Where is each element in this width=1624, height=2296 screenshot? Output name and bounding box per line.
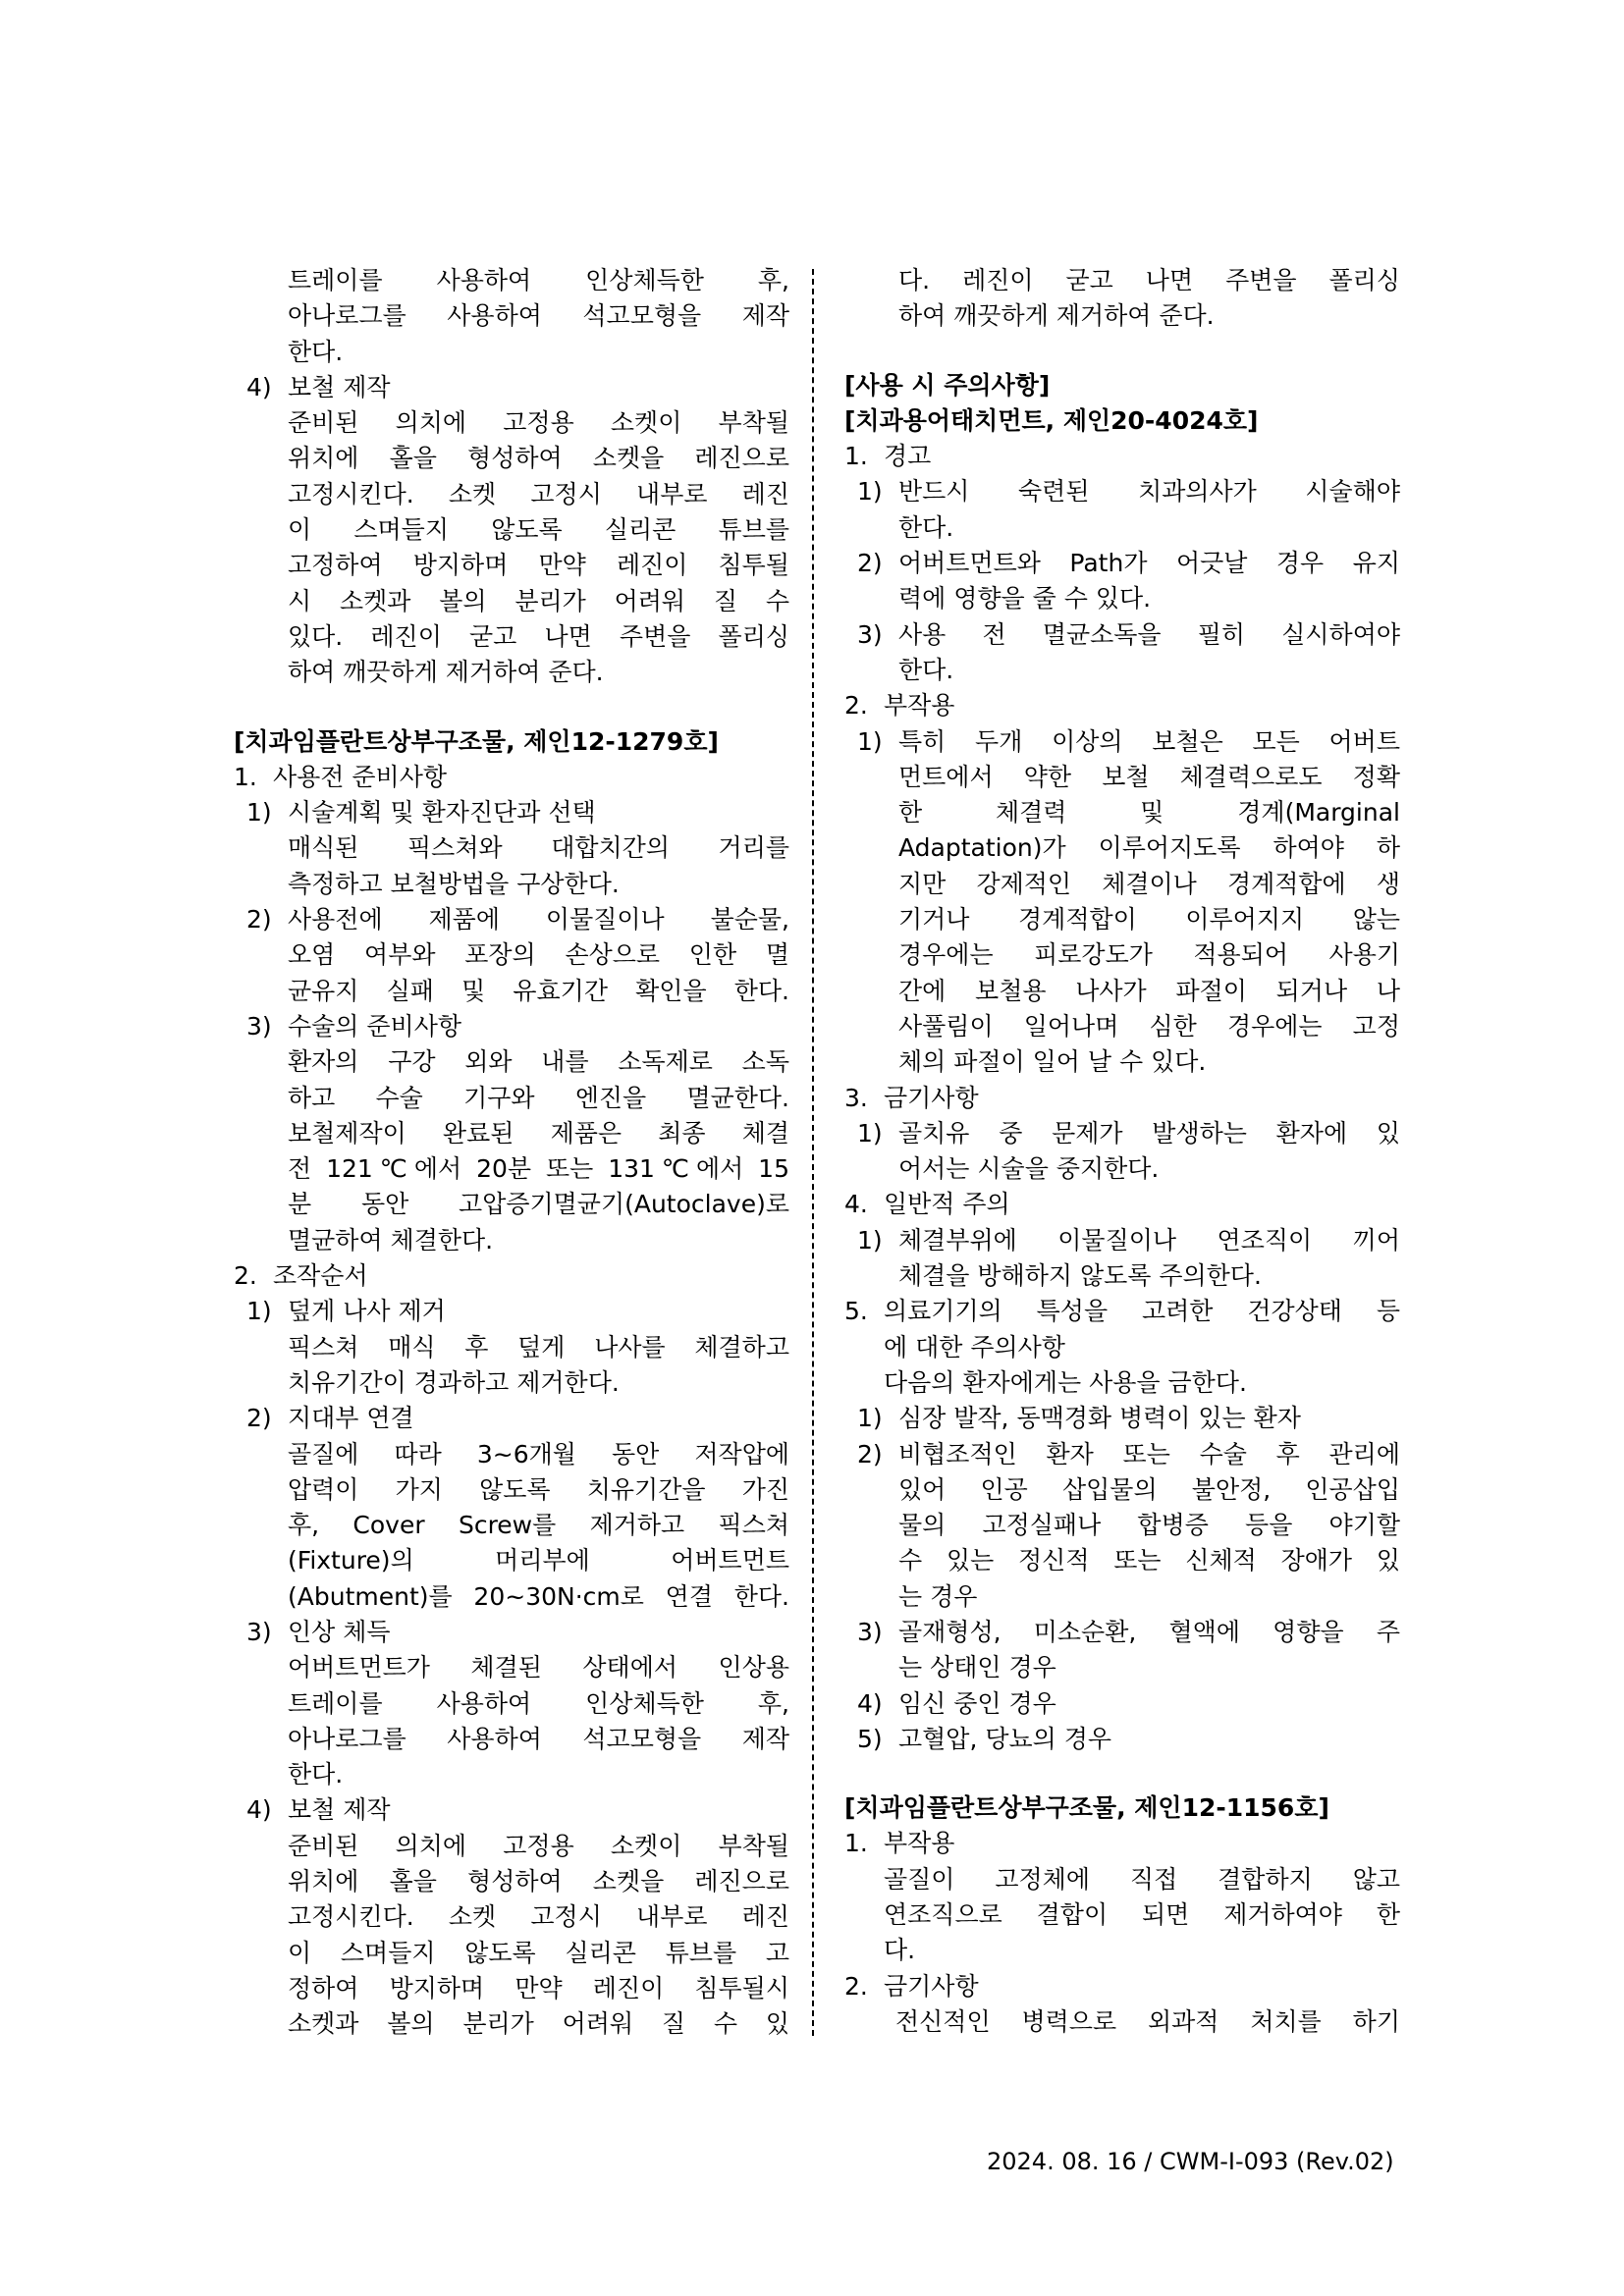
continuation-line xyxy=(234,1722,789,1757)
line-text: 특히 두개 이상의 보철은 모든 어버트 xyxy=(898,726,1400,756)
line-text: 아나로그를 사용하여 석고모형을 제작 xyxy=(288,1724,789,1753)
line-text: 부작용 xyxy=(884,1829,955,1858)
line-text: 시술계획 및 환자진단과 선택 xyxy=(288,798,596,828)
line-text: 환자의 구강 외와 내를 소독제로 소독 xyxy=(288,1047,789,1077)
line-text: 인상 체득 xyxy=(288,1617,391,1646)
sub-item xyxy=(844,1401,1400,1436)
column-divider xyxy=(812,269,814,2036)
continuation-line xyxy=(234,937,789,973)
line-text: 트레이를 사용하여 인상체득한 후, xyxy=(288,266,789,294)
item-number: 4) xyxy=(246,1795,272,1825)
continuation-line xyxy=(844,1650,1400,1685)
section-heading xyxy=(234,724,789,760)
line-text: 고정시킨다. 소켓 고정시 내부로 레진 xyxy=(288,1902,789,1932)
continuation-line xyxy=(844,1543,1400,1578)
continuation-line xyxy=(234,1971,789,2006)
line-text: 기거나 경계적합이 이루어지지 않는 xyxy=(898,905,1400,934)
section-gap xyxy=(844,1757,1400,1790)
line-text: 압력이 가지 않도록 치유기간을 가진 xyxy=(288,1474,789,1504)
line-text: 픽스쳐 매식 후 덮게 나사를 체결하고 xyxy=(288,1332,789,1362)
line-text: 지만 강제적인 체결이나 경계적합에 생 xyxy=(898,869,1400,898)
line-text: 위치에 홀을 형성하여 소켓을 레진으로 xyxy=(288,444,789,473)
sub-item xyxy=(234,370,789,405)
line-text: 체결부위에 이물질이나 연조직이 끼어 xyxy=(898,1225,1400,1255)
line-text: 부작용 xyxy=(884,691,955,721)
line-text: 경고 xyxy=(884,442,932,471)
section-heading xyxy=(844,1790,1400,1826)
numbered-item xyxy=(844,1826,1400,1861)
numbered-item xyxy=(234,1258,789,1294)
item-number: 3. xyxy=(844,1083,868,1112)
line-text: [치과용어태치먼트, 제인20-4024호] xyxy=(844,405,1259,435)
line-text: 치유기간이 경과하고 제거한다. xyxy=(288,1367,620,1397)
line-text: 다. 레진이 굳고 나면 주변을 폴리싱 xyxy=(898,266,1400,294)
sub-item xyxy=(234,1294,789,1329)
line-text: 먼트에서 약한 보철 체결력으로도 정확 xyxy=(898,762,1400,791)
item-number: 5. xyxy=(844,1297,868,1326)
sub-item xyxy=(844,546,1400,581)
continuation-line xyxy=(844,298,1400,334)
continuation-line xyxy=(234,1187,789,1222)
item-number: 2) xyxy=(246,905,272,934)
sub-item xyxy=(844,724,1400,760)
continuation-line xyxy=(234,1330,789,1365)
section-heading xyxy=(844,368,1400,403)
line-text: 보철 제작 xyxy=(288,372,391,401)
continuation-line xyxy=(234,1151,789,1187)
line-text: 체의 파절이 일어 날 수 있다. xyxy=(898,1047,1207,1077)
line-text: 의료기기의 특성을 고려한 건강상태 등 xyxy=(884,1297,1400,1326)
line-text: Adaptation)가 이루어지도록 하여야 하 xyxy=(898,833,1400,863)
numbered-item xyxy=(844,1081,1400,1116)
line-text: 덮게 나사 제거 xyxy=(288,1297,446,1326)
line-text: 하여 깨끗하게 제거하여 준다. xyxy=(288,658,604,687)
continuation-line xyxy=(234,477,789,512)
line-text: 금기사항 xyxy=(884,1971,979,2001)
line-text: 한다. xyxy=(898,512,954,542)
item-number: 1) xyxy=(246,1297,272,1326)
line-text: 전신적인 병력으로 외과적 처치를 하기 xyxy=(895,2006,1400,2036)
continuation-line xyxy=(234,619,789,655)
sub-item xyxy=(844,1116,1400,1151)
line-text: 오염 여부와 포장의 손상으로 인한 멸 xyxy=(288,940,789,970)
line-text: 에 대한 주의사항 xyxy=(884,1332,1065,1362)
line-text: 골질이 고정체에 직접 결합하지 않고 xyxy=(884,1864,1400,1894)
line-text: 트레이를 사용하여 인상체득한 후, xyxy=(288,1688,789,1718)
line-text: 고정시킨다. 소켓 고정시 내부로 레진 xyxy=(288,479,789,508)
line-text: 측정하고 보철방법을 구상한다. xyxy=(288,869,620,898)
sub-item xyxy=(234,1615,789,1650)
line-text: 아나로그를 사용하여 석고모형을 제작 xyxy=(288,301,789,331)
continuation-line xyxy=(234,1686,789,1722)
continuation-line xyxy=(234,1437,789,1472)
line-text: 는 경우 xyxy=(898,1581,978,1611)
line-text: 수술의 준비사항 xyxy=(288,1011,461,1041)
line-text: 다음의 환자에게는 사용을 금한다. xyxy=(884,1367,1247,1397)
numbered-item xyxy=(844,1969,1400,2004)
line-text: 위치에 홀을 형성하여 소켓을 레진으로 xyxy=(288,1867,789,1896)
continuation-line xyxy=(234,1829,789,1864)
continuation-line xyxy=(234,1543,789,1578)
document-footer: 2024. 08. 16 / CWM-I-093 (Rev.02) xyxy=(987,2148,1394,2175)
line-text: 이 스며들지 않도록 실리콘 튜브를 xyxy=(288,515,789,545)
line-text: 사용 전 멸균소독을 필히 실시하여야 xyxy=(898,619,1400,649)
line-text: 준비된 의치에 고정용 소켓이 부착될 xyxy=(288,1831,789,1860)
sub-item xyxy=(844,1437,1400,1472)
line-text: 어버트먼트가 체결된 상태에서 인상용 xyxy=(288,1653,789,1682)
sub-item xyxy=(234,795,789,830)
continuation-line xyxy=(844,1009,1400,1044)
sub-item xyxy=(234,1792,789,1828)
continuation-line xyxy=(234,512,789,548)
line-text: 한다. xyxy=(898,655,954,684)
item-body-line xyxy=(844,2004,1400,2040)
line-text: 매식된 픽스쳐와 대합치간의 거리를 xyxy=(288,833,789,863)
continuation-line xyxy=(234,1864,789,1899)
continuation-line xyxy=(844,581,1400,616)
item-body-line xyxy=(844,1365,1400,1401)
item-number: 3) xyxy=(246,1617,272,1646)
item-number: 4) xyxy=(246,372,272,401)
item-number: 1. xyxy=(234,762,257,791)
continuation-line xyxy=(844,1579,1400,1615)
item-body-line xyxy=(844,1897,1400,1933)
item-number: 3) xyxy=(857,619,883,649)
line-text: (Fixture)의 머리부에 어버트먼트 xyxy=(288,1546,789,1575)
continuation-line xyxy=(234,1579,789,1615)
item-number: 3) xyxy=(857,1617,883,1646)
line-text: 골재형성, 미소순환, 혈액에 영향을 주 xyxy=(898,1617,1400,1646)
item-body-line xyxy=(844,1330,1400,1365)
right-column xyxy=(844,263,1400,2040)
item-number: 1) xyxy=(857,1404,883,1433)
item-number: 2. xyxy=(844,1971,868,2001)
left-column xyxy=(234,263,789,2043)
line-text: 일반적 주의 xyxy=(884,1190,1010,1219)
continuation-line xyxy=(844,902,1400,937)
sub-item xyxy=(844,1722,1400,1757)
line-text: 균유지 실패 및 유효기간 확인을 한다. xyxy=(288,976,789,1005)
numbered-item xyxy=(844,1294,1400,1329)
sub-item xyxy=(844,1615,1400,1650)
line-text: 어버트먼트와 Path가 어긋날 경우 유지 xyxy=(898,549,1400,578)
line-text: 준비된 의치에 고정용 소켓이 부착될 xyxy=(288,408,789,438)
line-text: 체결을 방해하지 않도록 주의한다. xyxy=(898,1261,1262,1291)
continuation-line xyxy=(234,405,789,441)
continuation-line xyxy=(234,1650,789,1685)
section-gap xyxy=(234,691,789,724)
line-text: 사용전에 제품에 이물질이나 불순물, xyxy=(288,905,789,934)
section-gap xyxy=(844,335,1400,368)
line-text: 물의 고정실패나 합병증 등을 야기할 xyxy=(898,1511,1400,1540)
line-text: 사용전 준비사항 xyxy=(273,762,447,791)
line-text: 하여 깨끗하게 제거하여 준다. xyxy=(898,301,1215,331)
item-number: 1) xyxy=(857,1118,883,1148)
item-number: 2) xyxy=(246,1404,272,1433)
item-number: 2. xyxy=(234,1261,257,1291)
line-text: 간에 보철용 나사가 파절이 되거나 나 xyxy=(898,976,1400,1005)
continuation-line xyxy=(234,584,789,619)
line-text: [사용 시 주의사항] xyxy=(844,370,1051,400)
item-number: 1. xyxy=(844,1829,868,1858)
continuation-line xyxy=(844,867,1400,902)
line-text: 임신 중인 경우 xyxy=(898,1688,1056,1718)
continuation-line xyxy=(234,441,789,476)
line-text: 수 있는 정신적 또는 신체적 장애가 있 xyxy=(898,1546,1400,1575)
item-number: 1) xyxy=(857,1225,883,1255)
line-text: 비협조적인 환자 또는 수술 후 관리에 xyxy=(898,1439,1400,1468)
item-number: 3) xyxy=(246,1011,272,1041)
item-number: 1. xyxy=(844,442,868,471)
continuation-line xyxy=(234,1081,789,1116)
continuation-line xyxy=(844,653,1400,688)
line-text: 정하여 방지하며 만약 레진이 침투될시 xyxy=(288,1973,789,2002)
continuation-line xyxy=(234,298,789,334)
continuation-line xyxy=(234,1223,789,1258)
continuation-line xyxy=(844,1472,1400,1508)
line-text: 고정하여 방지하며 만약 레진이 침투될 xyxy=(288,551,789,580)
line-text: 사풀림이 일어나며 심한 경우에는 고정 xyxy=(898,1011,1400,1041)
line-text: 보철 제작 xyxy=(288,1795,391,1825)
line-text: 고혈압, 당뇨의 경우 xyxy=(898,1724,1112,1753)
line-text: 력에 영향을 줄 수 있다. xyxy=(898,584,1152,614)
numbered-item xyxy=(844,1187,1400,1222)
line-text: 는 상태인 경우 xyxy=(898,1653,1056,1682)
continuation-line xyxy=(234,548,789,583)
continuation-line xyxy=(234,1116,789,1151)
line-text: 하고 수술 기구와 엔진을 멸균한다. xyxy=(288,1083,789,1112)
item-number: 2. xyxy=(844,691,868,721)
continuation-line xyxy=(234,263,789,298)
continuation-line xyxy=(844,830,1400,866)
item-number: 1) xyxy=(857,726,883,756)
line-text: 어서는 시술을 중지한다. xyxy=(898,1154,1160,1184)
line-text: 골치유 중 문제가 발생하는 환자에 있 xyxy=(898,1118,1400,1148)
continuation-line xyxy=(844,760,1400,795)
continuation-line xyxy=(234,335,789,370)
sub-item xyxy=(844,474,1400,509)
line-text: 연조직으로 결합이 되면 제거하여야 한 xyxy=(884,1900,1400,1930)
continuation-line xyxy=(234,1365,789,1401)
continuation-line xyxy=(844,1044,1400,1080)
line-text: 반드시 숙련된 치과의사가 시술해야 xyxy=(898,477,1400,507)
line-text: 시 소켓과 볼의 분리가 어려워 질 수 xyxy=(288,586,789,615)
numbered-item xyxy=(234,760,789,795)
line-text: 후, Cover Screw를 제거하고 픽스쳐 xyxy=(288,1511,789,1540)
line-text: 금기사항 xyxy=(884,1083,979,1112)
line-text: 다. xyxy=(884,1936,916,1965)
item-number: 1) xyxy=(246,798,272,828)
line-text: 소켓과 볼의 분리가 어려워 질 수 있 xyxy=(288,2009,789,2039)
line-text: 전 121℃에서 20분 또는 131℃에서 15 xyxy=(288,1154,789,1184)
line-text: 한다. xyxy=(288,1760,344,1789)
continuation-line xyxy=(234,867,789,902)
line-text: 심장 발작, 동맥경화 병력이 있는 환자 xyxy=(898,1404,1301,1433)
line-text: (Abutment)를 20~30N·cm로 연결 한다. xyxy=(288,1581,789,1611)
continuation-line xyxy=(234,1472,789,1508)
line-text: 분 동안 고압증기멸균기(Autoclave)로 xyxy=(288,1190,789,1219)
continuation-line xyxy=(234,2006,789,2042)
line-text: 한 체결력 및 경계(Marginal xyxy=(898,798,1400,828)
continuation-line xyxy=(844,937,1400,973)
line-text: 멸균하여 체결한다. xyxy=(288,1225,494,1255)
continuation-line xyxy=(844,974,1400,1009)
line-text: 한다. xyxy=(288,337,344,366)
continuation-line xyxy=(234,1757,789,1792)
item-number: 4) xyxy=(857,1688,883,1718)
continuation-line xyxy=(844,263,1400,298)
continuation-line xyxy=(844,1508,1400,1543)
item-number: 4. xyxy=(844,1190,868,1219)
line-text: 이 스며들지 않도록 실리콘 튜브를 고 xyxy=(288,1938,789,1967)
item-number: 1) xyxy=(857,477,883,507)
continuation-line xyxy=(234,974,789,1009)
line-text: 경우에는 피로강도가 적용되어 사용기 xyxy=(898,940,1400,970)
item-number: 2) xyxy=(857,549,883,578)
continuation-line xyxy=(234,1044,789,1080)
numbered-item xyxy=(844,439,1400,474)
line-text: [치과임플란트상부구조물, 제인12-1156호] xyxy=(844,1793,1329,1823)
item-number: 5) xyxy=(857,1724,883,1753)
item-body-line xyxy=(844,1862,1400,1897)
continuation-line xyxy=(234,655,789,690)
sub-item xyxy=(234,902,789,937)
item-number: 2) xyxy=(857,1439,883,1468)
continuation-line xyxy=(844,1151,1400,1187)
item-body-line xyxy=(844,1933,1400,1968)
continuation-line xyxy=(844,795,1400,830)
line-text: 조작순서 xyxy=(273,1261,368,1291)
continuation-line xyxy=(234,830,789,866)
line-text: 골질에 따라 3~6개월 동안 저작압에 xyxy=(288,1439,789,1468)
continuation-line xyxy=(234,1936,789,1971)
section-heading xyxy=(844,403,1400,439)
line-text: 보철제작이 완료된 제품은 최종 체결 xyxy=(288,1118,789,1148)
line-text: 지대부 연결 xyxy=(288,1404,414,1433)
continuation-line xyxy=(234,1508,789,1543)
line-text: 있어 인공 삽입물의 불안정, 인공삽입 xyxy=(898,1474,1400,1504)
sub-item xyxy=(844,1686,1400,1722)
continuation-line xyxy=(844,1258,1400,1294)
sub-item xyxy=(844,1223,1400,1258)
numbered-item xyxy=(844,688,1400,723)
sub-item xyxy=(844,617,1400,653)
line-text: 있다. 레진이 굳고 나면 주변을 폴리싱 xyxy=(288,621,789,651)
line-text: [치과임플란트상부구조물, 제인12-1279호] xyxy=(234,726,719,756)
sub-item xyxy=(234,1401,789,1436)
sub-item xyxy=(234,1009,789,1044)
continuation-line xyxy=(234,1899,789,1935)
continuation-line xyxy=(844,510,1400,546)
